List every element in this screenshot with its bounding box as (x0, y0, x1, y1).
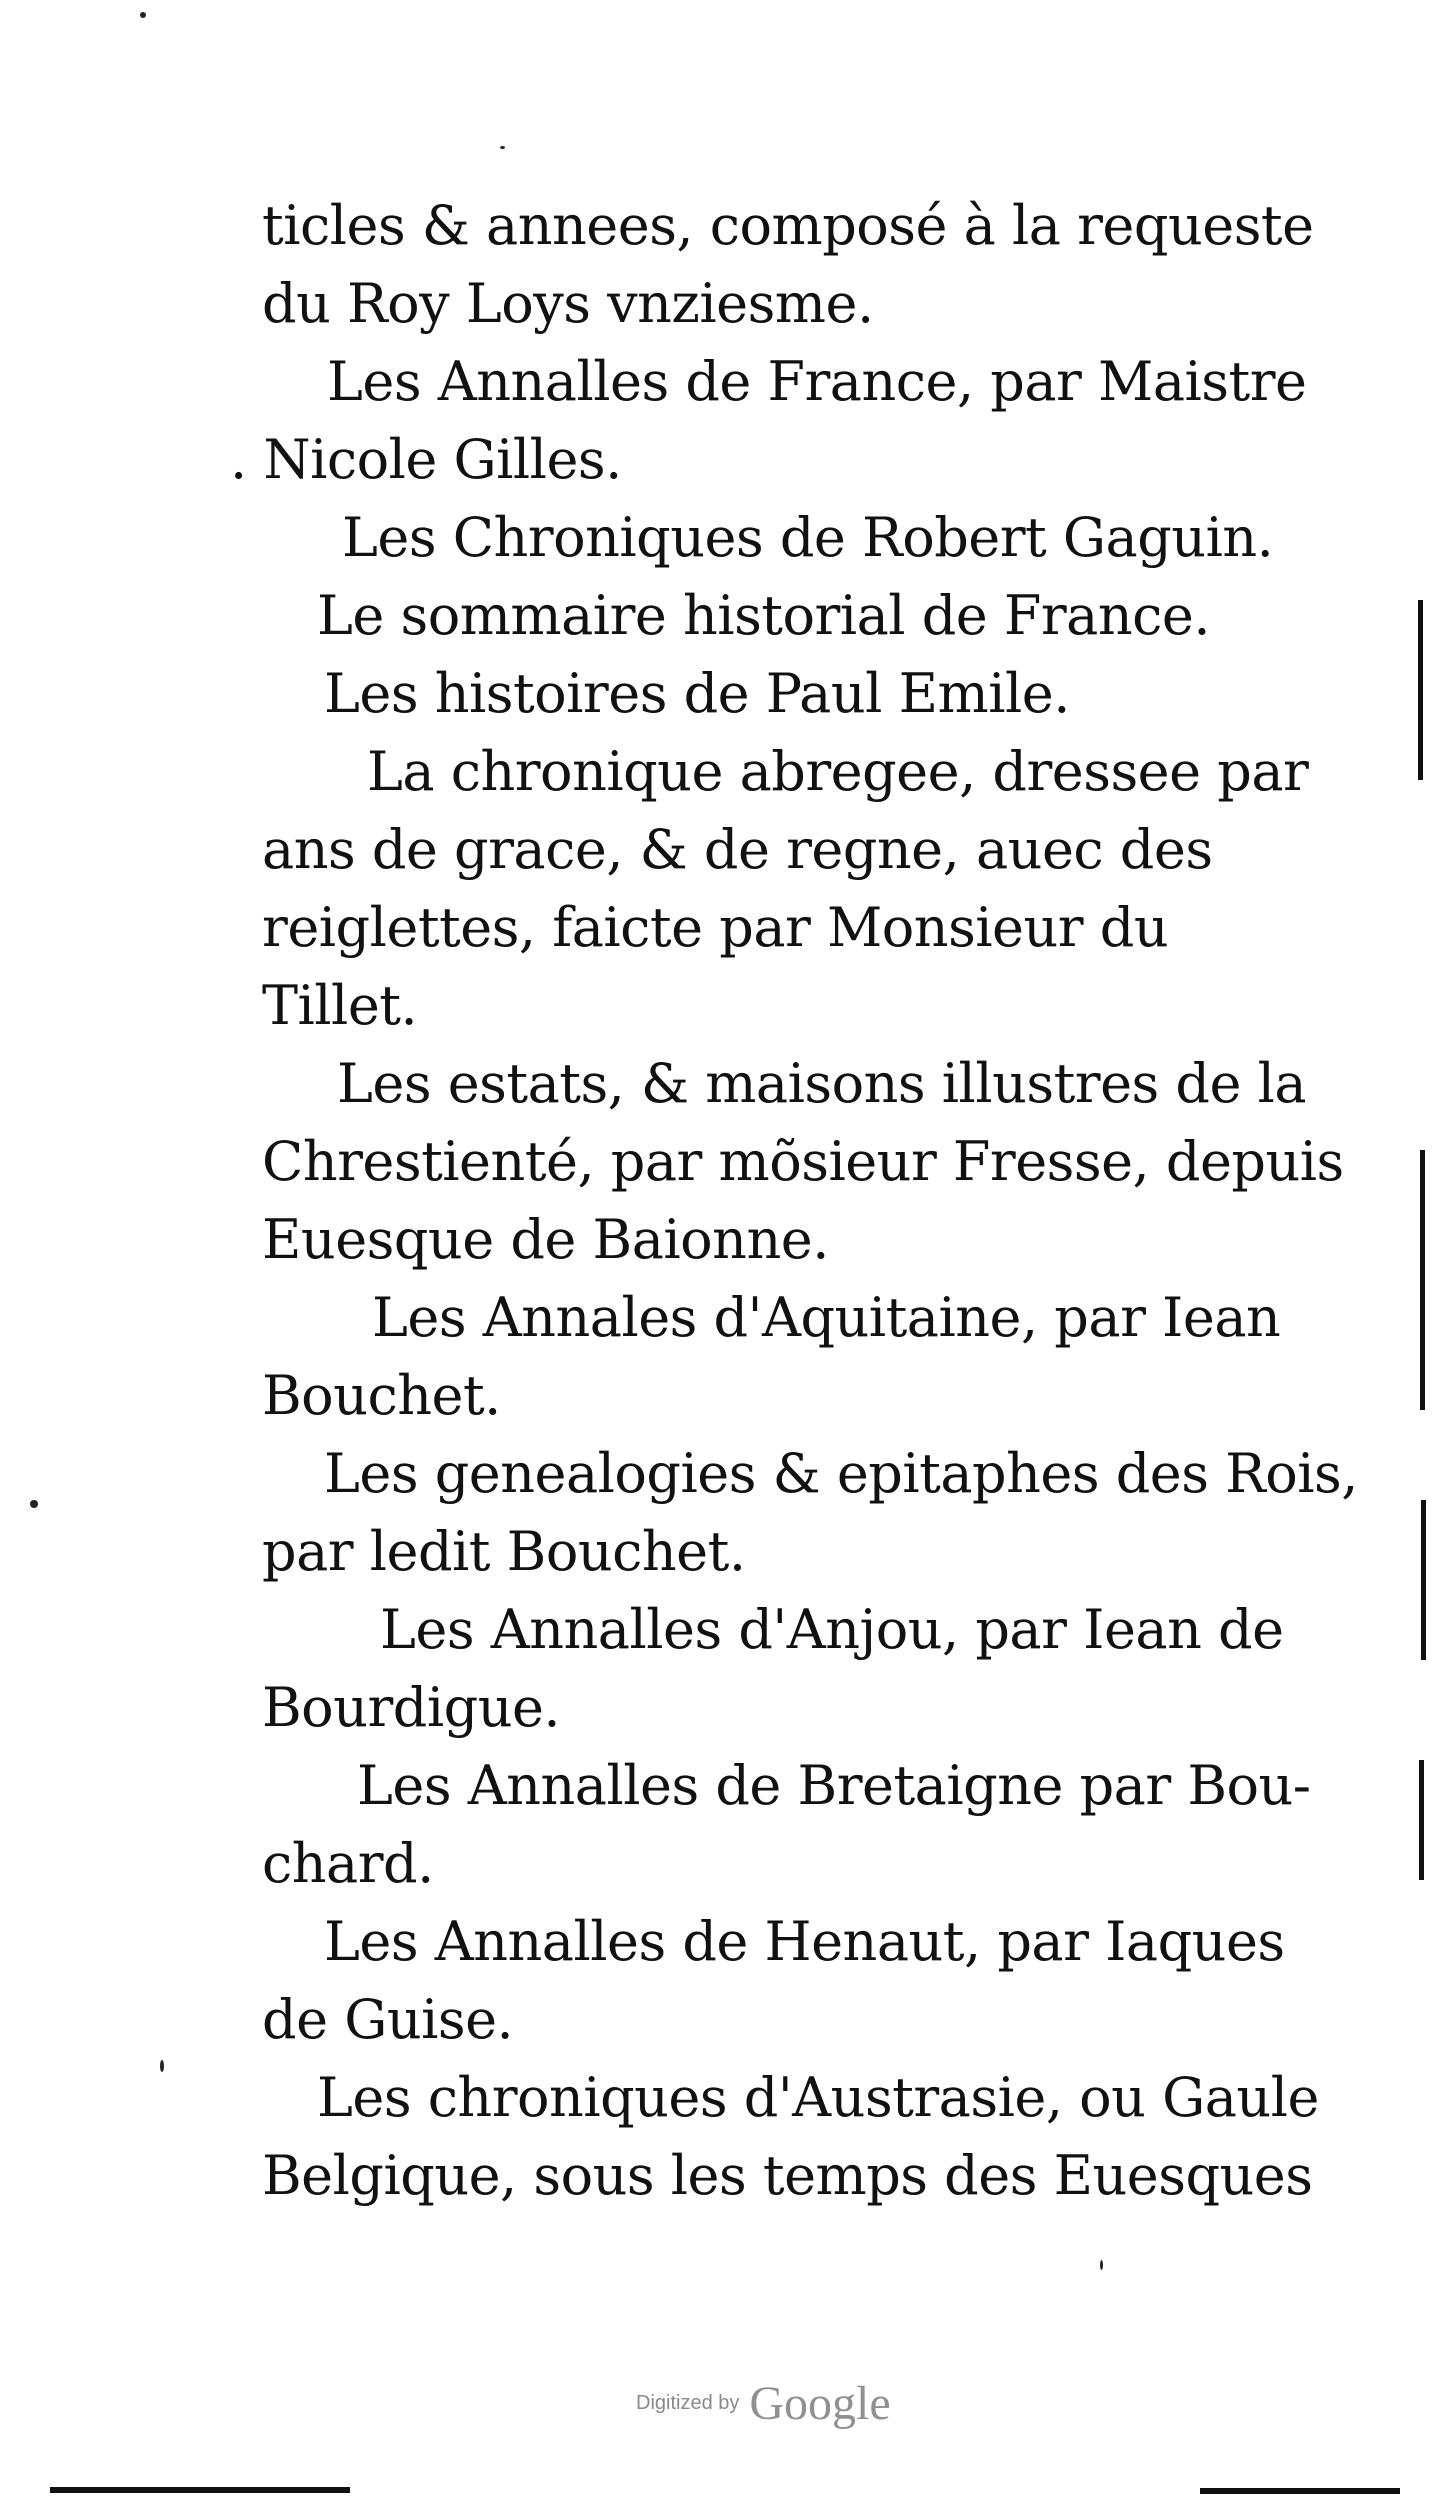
scan-edge-mark (1419, 1760, 1424, 1880)
text-line: Les Annalles de Henaut, par Iaques (324, 1910, 1285, 1973)
text-line: du Roy Loys vnziesme. (262, 272, 874, 335)
scan-edge-mark (1420, 1150, 1425, 1410)
text-line: Les Chroniques de Robert Gaguin. (342, 506, 1274, 569)
text-line: Les Annales d'Aquitaine, par Iean (372, 1286, 1281, 1349)
text-line: Euesque de Baionne. (262, 1208, 829, 1271)
digitized-watermark (636, 2376, 891, 2431)
text-line: Tillet. (262, 974, 418, 1037)
scan-edge-mark (50, 2487, 350, 2493)
text-line: Les histoires de Paul Emile. (324, 662, 1070, 725)
scan-edge-mark (1418, 600, 1423, 780)
text-line: par ledit Bouchet. (262, 1520, 746, 1583)
text-line: Bourdigue. (262, 1676, 561, 1739)
text-line: Les Annalles de Bretaigne par Bou- (357, 1754, 1311, 1817)
text-line: Les chroniques d'Austrasie, ou Gaule (317, 2066, 1319, 2129)
scan-edge-mark (1200, 2488, 1400, 2494)
text-line: ticles & annees, composé à la requeste (262, 194, 1314, 257)
text-line: Les estats, & maisons illustres de la (337, 1052, 1307, 1115)
text-line: Chrestienté, par mõsieur Fresse, depuis (262, 1130, 1344, 1193)
scan-speck (30, 1500, 38, 1508)
scan-speck (500, 146, 505, 149)
text-line: Les genealogies & epitaphes des Rois, (324, 1442, 1358, 1505)
text-line: Belgique, sous les temps des Euesques (262, 2144, 1313, 2207)
text-line: La chronique abregee, dressee par (367, 740, 1309, 803)
text-line: . Nicole Gilles. (230, 428, 622, 491)
text-line: Les Annalles d'Anjou, par Iean de (380, 1598, 1284, 1661)
text-line: Bouchet. (262, 1364, 501, 1427)
google-logo: Google (749, 2377, 891, 2430)
scan-edge-mark (1421, 1500, 1426, 1660)
scan-speck (1100, 2260, 1103, 2270)
scan-speck (140, 12, 146, 18)
text-line: Les Annalles de France, par Maistre (327, 350, 1307, 413)
text-line: chard. (262, 1832, 434, 1895)
text-line: de Guise. (262, 1988, 514, 2051)
text-line: reiglettes, faicte par Monsieur du (262, 896, 1169, 959)
text-line: Le sommaire historial de France. (317, 584, 1211, 647)
scan-speck (160, 2060, 164, 2072)
text-line: ans de grace, & de regne, auec des (262, 818, 1213, 881)
digitized-label: Digitized by (636, 2392, 740, 2414)
